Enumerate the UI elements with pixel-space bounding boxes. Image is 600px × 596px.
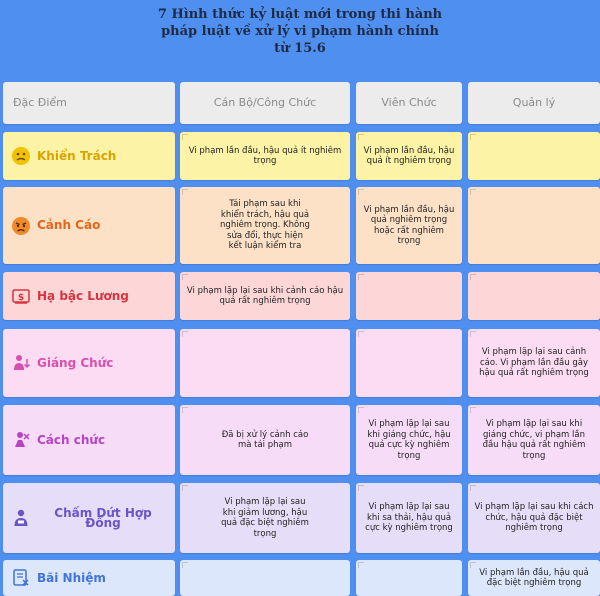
demote-person-icon [11, 353, 31, 373]
row-label-text: Bãi Nhiệm [37, 570, 106, 585]
header-quan-ly: Quản lý [468, 82, 600, 124]
cell-khien-trach-can-bo: Vi phạm lần đầu, hậu quả ít nghiêm trọng [180, 132, 350, 180]
cell-cach-chuc-quan-ly: Vi phạm lặp lại sau khi giáng chức, vi phạm lần đầu hậu quả rất nghiêm trọng [468, 405, 600, 475]
title-line-2: pháp luật về xử lý vi phạm hành chính [161, 24, 439, 39]
title-line-3: từ 15.6 [274, 41, 326, 56]
cell-bai-nhiem-can-bo [180, 560, 350, 596]
cell-canh-cao-vien-chuc: Vi phạm lần đầu, hậu quả nghiêm trọng hoặc rất nghiêm trọng [356, 187, 462, 264]
header-dac-diem: Đặc Điểm [3, 82, 175, 124]
row-label-bai-nhiem [3, 560, 175, 596]
cell-cach-chuc-can-bo: Đã bị xử lý cảnh cáo mà tái phạm [180, 405, 350, 475]
salary-down-icon [11, 286, 31, 306]
cell-khien-trach-quan-ly [468, 132, 600, 180]
page-title [0, 6, 600, 57]
cell-cach-chuc-vien-chuc: Vi phạm lặp lại sau khi giáng chức, hậu quả cực kỳ nghiêm trọng [356, 405, 462, 475]
cell-bai-nhiem-vien-chuc [356, 560, 462, 596]
cell-cham-dut-can-bo: Vi phạm lặp lại sau khi giảm lương, hậu quả đặc biệt nghiêm trọng [180, 483, 350, 553]
row-label-text: Hạ bậc Lương [37, 288, 129, 303]
cell-ha-bac-luong-quan-ly [468, 272, 600, 320]
cell-canh-cao-quan-ly [468, 187, 600, 264]
row-label-ha-bac-luong [3, 272, 175, 320]
title-line-1: 7 Hình thức kỷ luật mới trong thi hành [157, 7, 443, 22]
row-label-text: Chấm Dứt Hợp Đồng [54, 505, 152, 530]
cell-giang-chuc-vien-chuc [356, 329, 462, 397]
header-can-bo-cong-chuc: Cán Bộ/Công Chức [180, 82, 350, 124]
cell-bai-nhiem-quan-ly: Vi phạm lần đầu, hậu quả đặc biệt nghiêm trọng [468, 560, 600, 596]
cell-giang-chuc-can-bo [180, 329, 350, 397]
removal-document-icon [11, 568, 31, 588]
dismiss-person-icon [11, 430, 31, 450]
svg-text:$: $ [17, 293, 25, 303]
row-label-khien-trach [3, 132, 175, 180]
row-label-canh-cao [3, 187, 175, 264]
cell-giang-chuc-quan-ly: Vi phạm lặp lại sau cảnh cáo. Vi phạm lần đầu gây hậu quả rất nghiêm trọng [468, 329, 600, 397]
terminate-contract-icon [11, 508, 31, 528]
cell-canh-cao-can-bo: Tái phạm sau khi khiển trách, hậu quả nghiêm trọng. Không sửa đổi, thực hiện kết luận kiểm tra [180, 187, 350, 264]
cell-khien-trach-vien-chuc: Vi phạm lần đầu, hậu quả ít nghiêm trọng [356, 132, 462, 180]
row-label-text: Giáng Chức [37, 355, 114, 370]
frown-face-icon [11, 146, 31, 166]
cell-ha-bac-luong-vien-chuc [356, 272, 462, 320]
row-label-text: Cảnh Cáo [37, 218, 101, 233]
cell-cham-dut-vien-chuc: Vi phạm lặp lại sau khi sa thải, hậu quả cực kỳ nghiêm trọng [356, 483, 462, 553]
row-label-giang-chuc [3, 329, 175, 397]
row-label-text: Khiển Trách [37, 148, 117, 163]
cell-ha-bac-luong-can-bo: Vi phạm lặp lại sau khi cảnh cáo hậu quả rất nghiêm trọng [180, 272, 350, 320]
angry-face-icon [11, 216, 31, 236]
row-label-cach-chuc [3, 405, 175, 475]
cell-cham-dut-quan-ly: Vi phạm lặp lại sau khi cách chức, hậu quả đặc biệt nghiêm trọng [468, 483, 600, 553]
header-vien-chuc: Viên Chức [356, 82, 462, 124]
row-label-text: Cách chức [37, 432, 106, 447]
row-label-cham-dut-hop-dong [3, 483, 175, 553]
